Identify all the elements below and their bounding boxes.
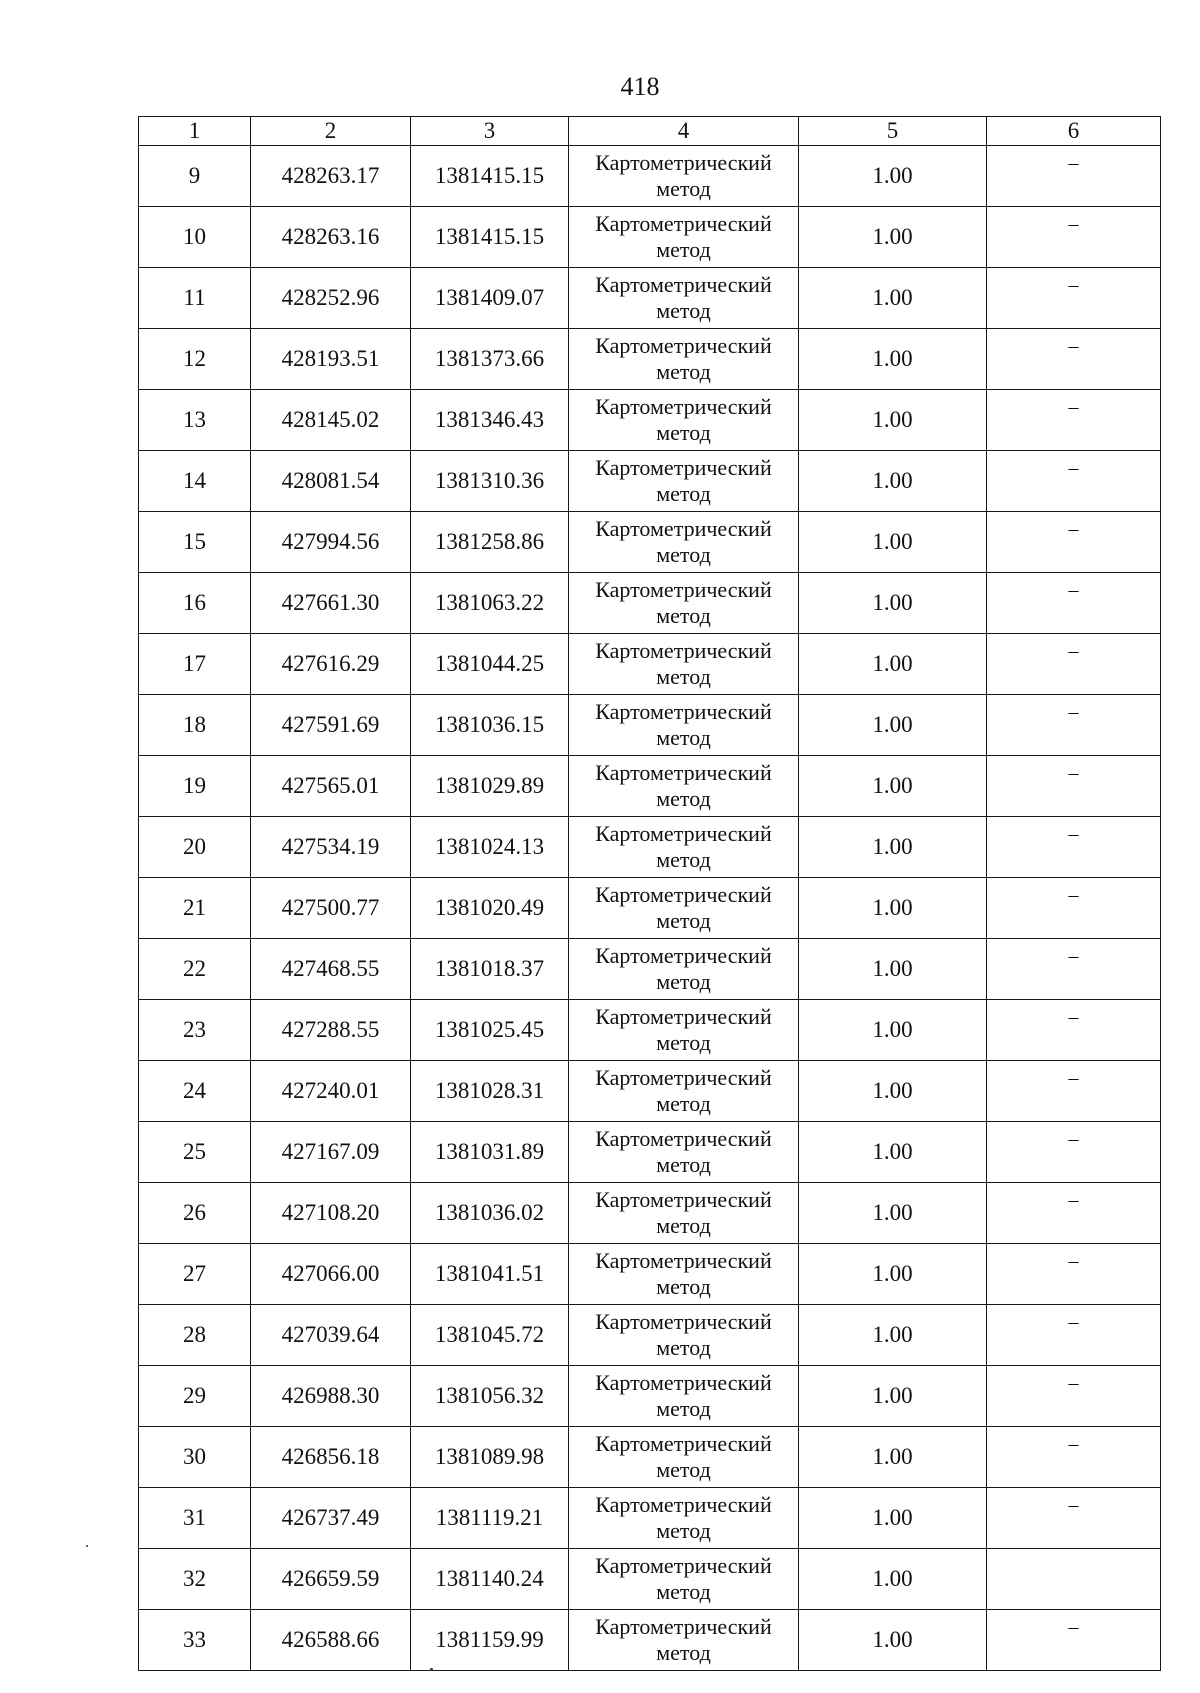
accuracy-cell: 1.00 xyxy=(799,1122,987,1183)
y-coordinate-cell: 1381140.24 xyxy=(411,1549,569,1610)
accuracy-cell: 1.00 xyxy=(799,268,987,329)
accuracy-cell: 1.00 xyxy=(799,1000,987,1061)
accuracy-cell: 1.00 xyxy=(799,1183,987,1244)
method-cell xyxy=(569,1183,799,1244)
y-coordinate-cell: 1381346.43 xyxy=(411,390,569,451)
x-coordinate-cell: 428252.96 xyxy=(251,268,411,329)
method-cell xyxy=(569,573,799,634)
method-line-2: метод xyxy=(656,847,711,872)
y-coordinate-cell: 1381028.31 xyxy=(411,1061,569,1122)
x-coordinate-cell: 426856.18 xyxy=(251,1427,411,1488)
accuracy-cell: 1.00 xyxy=(799,451,987,512)
table-row xyxy=(139,390,1161,451)
note-cell: – xyxy=(987,817,1161,878)
method-line-2: метод xyxy=(656,1152,711,1177)
method-cell xyxy=(569,695,799,756)
method-cell xyxy=(569,1549,799,1610)
method-line-1: Картометрический xyxy=(595,638,772,663)
method-line-1: Картометрический xyxy=(595,516,772,541)
note-cell: – xyxy=(987,1183,1161,1244)
method-line-1: Картометрический xyxy=(595,577,772,602)
accuracy-cell: 1.00 xyxy=(799,146,987,207)
point-number-cell: 13 xyxy=(139,390,251,451)
point-number-cell: 28 xyxy=(139,1305,251,1366)
point-number-cell: 11 xyxy=(139,268,251,329)
y-coordinate-cell: 1381373.66 xyxy=(411,329,569,390)
method-line-1: Картометрический xyxy=(595,1187,772,1212)
y-coordinate-cell: 1381310.36 xyxy=(411,451,569,512)
table-body xyxy=(139,146,1161,1671)
method-line-1: Картометрический xyxy=(595,699,772,724)
method-cell xyxy=(569,512,799,573)
y-coordinate-cell: 1381258.86 xyxy=(411,512,569,573)
y-coordinate-cell: 1381409.07 xyxy=(411,268,569,329)
x-coordinate-cell: 427994.56 xyxy=(251,512,411,573)
method-line-1: Картометрический xyxy=(595,1553,772,1578)
method-cell xyxy=(569,1305,799,1366)
table-row xyxy=(139,573,1161,634)
note-cell: – xyxy=(987,1061,1161,1122)
x-coordinate-cell: 427616.29 xyxy=(251,634,411,695)
accuracy-cell: 1.00 xyxy=(799,756,987,817)
table-row xyxy=(139,1427,1161,1488)
note-cell: – xyxy=(987,451,1161,512)
method-cell xyxy=(569,207,799,268)
point-number-cell: 31 xyxy=(139,1488,251,1549)
method-line-1: Картометрический xyxy=(595,1126,772,1151)
method-cell xyxy=(569,939,799,1000)
accuracy-cell: 1.00 xyxy=(799,939,987,1000)
x-coordinate-cell: 427167.09 xyxy=(251,1122,411,1183)
accuracy-cell: 1.00 xyxy=(799,512,987,573)
note-cell: – xyxy=(987,1000,1161,1061)
note-cell: – xyxy=(987,1244,1161,1305)
method-line-1: Картометрический xyxy=(595,760,772,785)
accuracy-cell: 1.00 xyxy=(799,390,987,451)
x-coordinate-cell: 427240.01 xyxy=(251,1061,411,1122)
point-number-cell: 33 xyxy=(139,1610,251,1671)
accuracy-cell: 1.00 xyxy=(799,1305,987,1366)
note-cell: – xyxy=(987,329,1161,390)
y-coordinate-cell: 1381056.32 xyxy=(411,1366,569,1427)
x-coordinate-cell: 428193.51 xyxy=(251,329,411,390)
method-line-1: Картометрический xyxy=(595,394,772,419)
x-coordinate-cell: 428081.54 xyxy=(251,451,411,512)
y-coordinate-cell: 1381025.45 xyxy=(411,1000,569,1061)
table-row xyxy=(139,512,1161,573)
note-cell: – xyxy=(987,1610,1161,1671)
point-number-cell: 24 xyxy=(139,1061,251,1122)
method-line-1: Картометрический xyxy=(595,943,772,968)
header-col-1: 1 xyxy=(139,117,251,146)
point-number-cell: 22 xyxy=(139,939,251,1000)
method-line-1: Картометрический xyxy=(595,455,772,480)
method-cell xyxy=(569,329,799,390)
header-col-5: 5 xyxy=(799,117,987,146)
x-coordinate-cell: 427039.64 xyxy=(251,1305,411,1366)
note-cell: – xyxy=(987,573,1161,634)
method-line-1: Картометрический xyxy=(595,1431,772,1456)
table-row xyxy=(139,1244,1161,1305)
method-line-2: метод xyxy=(656,1457,711,1482)
x-coordinate-cell: 427288.55 xyxy=(251,1000,411,1061)
method-line-1: Картометрический xyxy=(595,1065,772,1090)
method-cell xyxy=(569,1427,799,1488)
accuracy-cell: 1.00 xyxy=(799,329,987,390)
point-number-cell: 19 xyxy=(139,756,251,817)
method-line-2: метод xyxy=(656,1579,711,1604)
method-line-1: Картометрический xyxy=(595,1370,772,1395)
x-coordinate-cell: 428145.02 xyxy=(251,390,411,451)
method-line-2: метод xyxy=(656,1213,711,1238)
point-number-cell: 18 xyxy=(139,695,251,756)
method-line-1: Картометрический xyxy=(595,333,772,358)
accuracy-cell: 1.00 xyxy=(799,1061,987,1122)
x-coordinate-cell: 427500.77 xyxy=(251,878,411,939)
table-row xyxy=(139,1366,1161,1427)
method-cell xyxy=(569,1366,799,1427)
point-number-cell: 14 xyxy=(139,451,251,512)
x-coordinate-cell: 427468.55 xyxy=(251,939,411,1000)
x-coordinate-cell: 427591.69 xyxy=(251,695,411,756)
y-coordinate-cell: 1381415.15 xyxy=(411,146,569,207)
table-row xyxy=(139,329,1161,390)
point-number-cell: 16 xyxy=(139,573,251,634)
y-coordinate-cell: 1381020.49 xyxy=(411,878,569,939)
point-number-cell: 15 xyxy=(139,512,251,573)
y-coordinate-cell: 1381044.25 xyxy=(411,634,569,695)
point-number-cell: 30 xyxy=(139,1427,251,1488)
table-row xyxy=(139,1183,1161,1244)
x-coordinate-cell: 427534.19 xyxy=(251,817,411,878)
note-cell: – xyxy=(987,634,1161,695)
scan-speck xyxy=(430,1668,433,1671)
point-number-cell: 21 xyxy=(139,878,251,939)
point-number-cell: 9 xyxy=(139,146,251,207)
method-line-2: метод xyxy=(656,1335,711,1360)
method-line-2: метод xyxy=(656,359,711,384)
table-row xyxy=(139,817,1161,878)
method-line-2: метод xyxy=(656,1274,711,1299)
y-coordinate-cell: 1381089.98 xyxy=(411,1427,569,1488)
x-coordinate-cell: 427661.30 xyxy=(251,573,411,634)
method-line-2: метод xyxy=(656,664,711,689)
y-coordinate-cell: 1381063.22 xyxy=(411,573,569,634)
table-row xyxy=(139,451,1161,512)
method-line-2: метод xyxy=(656,237,711,262)
note-cell: – xyxy=(987,146,1161,207)
accuracy-cell: 1.00 xyxy=(799,817,987,878)
accuracy-cell: 1.00 xyxy=(799,634,987,695)
method-line-2: метод xyxy=(656,1091,711,1116)
point-number-cell: 20 xyxy=(139,817,251,878)
method-line-1: Картометрический xyxy=(595,211,772,236)
method-cell xyxy=(569,451,799,512)
y-coordinate-cell: 1381031.89 xyxy=(411,1122,569,1183)
method-cell xyxy=(569,268,799,329)
x-coordinate-cell: 426588.66 xyxy=(251,1610,411,1671)
method-cell xyxy=(569,817,799,878)
note-cell: – xyxy=(987,512,1161,573)
method-line-2: метод xyxy=(656,1518,711,1543)
table-row xyxy=(139,1305,1161,1366)
accuracy-cell: 1.00 xyxy=(799,1610,987,1671)
method-cell xyxy=(569,1061,799,1122)
point-number-cell: 10 xyxy=(139,207,251,268)
method-line-1: Картометрический xyxy=(595,1004,772,1029)
method-line-1: Картометрический xyxy=(595,150,772,175)
method-line-2: метод xyxy=(656,1396,711,1421)
y-coordinate-cell: 1381159.99 xyxy=(411,1610,569,1671)
note-cell: – xyxy=(987,207,1161,268)
method-line-2: метод xyxy=(656,542,711,567)
note-cell: – xyxy=(987,390,1161,451)
method-line-2: метод xyxy=(656,298,711,323)
y-coordinate-cell: 1381029.89 xyxy=(411,756,569,817)
table-row xyxy=(139,695,1161,756)
table-row xyxy=(139,1549,1161,1610)
method-cell xyxy=(569,1488,799,1549)
accuracy-cell: 1.00 xyxy=(799,573,987,634)
method-line-2: метод xyxy=(656,908,711,933)
method-cell xyxy=(569,1000,799,1061)
x-coordinate-cell: 427066.00 xyxy=(251,1244,411,1305)
y-coordinate-cell: 1381024.13 xyxy=(411,817,569,878)
point-number-cell: 32 xyxy=(139,1549,251,1610)
point-number-cell: 26 xyxy=(139,1183,251,1244)
accuracy-cell: 1.00 xyxy=(799,1549,987,1610)
table-row xyxy=(139,268,1161,329)
method-cell xyxy=(569,878,799,939)
page-number: 418 xyxy=(620,72,660,101)
accuracy-cell: 1.00 xyxy=(799,1244,987,1305)
y-coordinate-cell: 1381036.02 xyxy=(411,1183,569,1244)
note-cell: – xyxy=(987,1305,1161,1366)
method-cell xyxy=(569,756,799,817)
x-coordinate-cell: 428263.16 xyxy=(251,207,411,268)
method-line-2: метод xyxy=(656,725,711,750)
x-coordinate-cell: 426988.30 xyxy=(251,1366,411,1427)
point-number-cell: 29 xyxy=(139,1366,251,1427)
note-cell: – xyxy=(987,1427,1161,1488)
table-header xyxy=(139,117,1161,146)
note-cell: – xyxy=(987,756,1161,817)
header-row xyxy=(139,117,1161,146)
x-coordinate-cell: 427565.01 xyxy=(251,756,411,817)
method-line-2: метод xyxy=(656,969,711,994)
method-cell xyxy=(569,390,799,451)
method-line-1: Картометрический xyxy=(595,272,772,297)
accuracy-cell: 1.00 xyxy=(799,878,987,939)
header-col-2: 2 xyxy=(251,117,411,146)
y-coordinate-cell: 1381045.72 xyxy=(411,1305,569,1366)
note-cell: – xyxy=(987,268,1161,329)
method-line-1: Картометрический xyxy=(595,1248,772,1273)
note-cell: – xyxy=(987,878,1161,939)
note-cell: – xyxy=(987,1488,1161,1549)
point-number-cell: 12 xyxy=(139,329,251,390)
x-coordinate-cell: 427108.20 xyxy=(251,1183,411,1244)
scan-speck xyxy=(86,1545,88,1547)
x-coordinate-cell: 426737.49 xyxy=(251,1488,411,1549)
y-coordinate-cell: 1381041.51 xyxy=(411,1244,569,1305)
accuracy-cell: 1.00 xyxy=(799,1488,987,1549)
method-cell xyxy=(569,1244,799,1305)
coordinates-table xyxy=(138,116,1161,1671)
table-row xyxy=(139,939,1161,1000)
table-row xyxy=(139,1488,1161,1549)
method-line-2: метод xyxy=(656,176,711,201)
table-row xyxy=(139,146,1161,207)
header-col-3: 3 xyxy=(411,117,569,146)
note-cell xyxy=(987,1549,1161,1610)
table-row xyxy=(139,207,1161,268)
table-row xyxy=(139,634,1161,695)
note-cell: – xyxy=(987,695,1161,756)
method-line-2: метод xyxy=(656,786,711,811)
method-line-2: метод xyxy=(656,1640,711,1665)
method-line-1: Картометрический xyxy=(595,882,772,907)
method-cell xyxy=(569,146,799,207)
table-row xyxy=(139,1610,1161,1671)
x-coordinate-cell: 426659.59 xyxy=(251,1549,411,1610)
accuracy-cell: 1.00 xyxy=(799,1427,987,1488)
table-row xyxy=(139,1000,1161,1061)
method-line-2: метод xyxy=(656,420,711,445)
note-cell: – xyxy=(987,1366,1161,1427)
header-col-4: 4 xyxy=(569,117,799,146)
table-row xyxy=(139,1061,1161,1122)
point-number-cell: 23 xyxy=(139,1000,251,1061)
method-cell xyxy=(569,1610,799,1671)
method-line-1: Картометрический xyxy=(595,1614,772,1639)
x-coordinate-cell: 428263.17 xyxy=(251,146,411,207)
note-cell: – xyxy=(987,939,1161,1000)
method-line-1: Картометрический xyxy=(595,1492,772,1517)
method-line-1: Картометрический xyxy=(595,1309,772,1334)
y-coordinate-cell: 1381415.15 xyxy=(411,207,569,268)
table-row xyxy=(139,756,1161,817)
method-cell xyxy=(569,1122,799,1183)
method-cell xyxy=(569,634,799,695)
header-col-6: 6 xyxy=(987,117,1161,146)
y-coordinate-cell: 1381119.21 xyxy=(411,1488,569,1549)
table-row xyxy=(139,1122,1161,1183)
method-line-2: метод xyxy=(656,1030,711,1055)
method-line-2: метод xyxy=(656,603,711,628)
method-line-1: Картометрический xyxy=(595,821,772,846)
accuracy-cell: 1.00 xyxy=(799,1366,987,1427)
method-line-2: метод xyxy=(656,481,711,506)
point-number-cell: 27 xyxy=(139,1244,251,1305)
accuracy-cell: 1.00 xyxy=(799,695,987,756)
y-coordinate-cell: 1381018.37 xyxy=(411,939,569,1000)
y-coordinate-cell: 1381036.15 xyxy=(411,695,569,756)
accuracy-cell: 1.00 xyxy=(799,207,987,268)
point-number-cell: 17 xyxy=(139,634,251,695)
point-number-cell: 25 xyxy=(139,1122,251,1183)
table-row xyxy=(139,878,1161,939)
note-cell: – xyxy=(987,1122,1161,1183)
